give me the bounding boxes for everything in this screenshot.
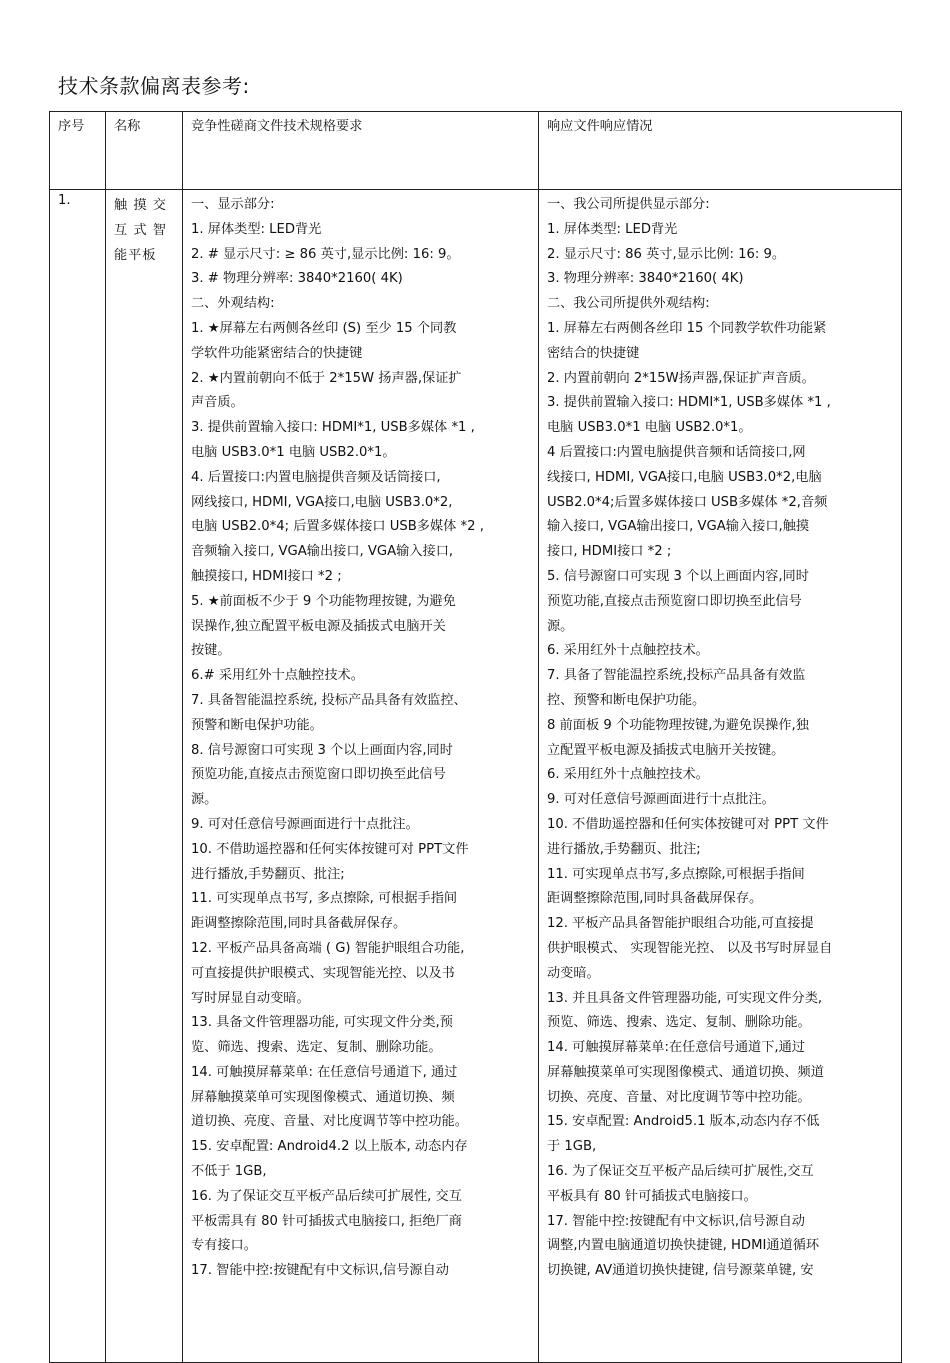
requirement-line: 预警和断电保护功能。 (191, 717, 323, 733)
row-name (106, 190, 183, 1363)
requirement-line: 10. 不借助遥控器和任何实体按键可对 PPT文件 (191, 841, 469, 857)
requirement-line: 音频输入接口, VGA输出接口, VGA输入接口, (191, 544, 454, 560)
page-title: 技术条款偏离表参考: (58, 74, 250, 98)
response-line: 3. 物理分辨率: 3840*2160( 4K) (547, 271, 744, 287)
requirement-line: 网线接口, HDMI, VGA接口,电脑 USB3.0*2, (191, 494, 453, 510)
requirement-line: 按键。 (191, 643, 231, 659)
requirement-line: 道切换、亮度、音量、对比度调节等中控功能。 (191, 1114, 468, 1130)
response-lines (547, 193, 893, 1284)
requirement-line: 5. ★前面板不少于 9 个功能物理按键, 为避免 (191, 593, 456, 609)
response-line: 接口, HDMI接口 *2 ; (547, 544, 672, 560)
response-line: 动变暗。 (547, 965, 600, 981)
product-name-lines (114, 193, 174, 268)
table-header-row (50, 112, 902, 190)
requirement-line: 12. 平板产品具备高端 ( G) 智能护眼组合功能, (191, 940, 465, 956)
requirement-line: 2. # 显示尺寸: ≥ 86 英寸,显示比例: 16: 9。 (191, 246, 460, 262)
response-line: 控、预警和断电保护功能。 (547, 692, 706, 708)
response-line: 于 1GB, (547, 1139, 597, 1155)
response-line: 15. 安卓配置: Android5.1 版本,动态内存不低 (547, 1114, 820, 1130)
response-line: 一、我公司所提供显示部分: (547, 197, 710, 212)
response-line: 屏幕触摸菜单可实现图像模式、通道切换、频道 (547, 1064, 824, 1080)
response-line: 2. 内置前朝向 2*15W扬声器,保证扩声音质。 (547, 370, 815, 386)
requirement-line: 7. 具备智能温控系统, 投标产品具备有效监控、 (191, 692, 467, 708)
requirement-line: 11. 可实现单点书写, 多点擦除, 可根据手指间 (191, 891, 458, 907)
response-line: 16. 为了保证交互平板产品后续可扩展性,交互 (547, 1164, 814, 1180)
response-line: 源。 (547, 618, 574, 634)
requirement-line: 17. 智能中控:按键配有中文标识,信号源自动 (191, 1263, 449, 1279)
requirement-line: 15. 安卓配置: Android4.2 以上版本, 动态内存 (191, 1139, 468, 1155)
response-line: 6. 采用红外十点触控技术。 (547, 767, 709, 783)
response-line: 9. 可对任意信号源画面进行十点批注。 (547, 792, 775, 808)
response-line: 预览、筛选、搜索、选定、复制、删除功能。 (547, 1015, 811, 1031)
requirement-line: 6.# 采用红外十点触控技术。 (191, 668, 364, 684)
response-line: 8 前面板 9 个功能物理按键,为避免误操作,独 (547, 717, 809, 733)
response-line: 3. 提供前置输入接口: HDMI*1, USB多媒体 *1 , (547, 395, 831, 411)
response-line: 密结合的快捷键 (547, 345, 640, 361)
product-name-line: 触 摸 交 (114, 198, 167, 213)
response-line: 1. 屏体类型: LED背光 (547, 221, 678, 237)
requirement-line: 电脑 USB2.0*4; 后置多媒体接口 USB多媒体 *2 , (191, 519, 484, 535)
requirement-cell (183, 190, 539, 1363)
requirement-line: 4. 后置接口:内置电脑提供音频及话筒接口, (191, 469, 441, 485)
response-line: 1. 屏幕左右两侧各丝印 15 个同教学软件功能紧 (547, 320, 827, 336)
requirement-line: 1. ★屏幕左右两侧各丝印 (S) 至少 15 个同教 (191, 320, 457, 336)
response-line: 7. 具备了智能温控系统,投标产品具备有效监 (547, 668, 806, 684)
requirement-line: 3. # 物理分辨率: 3840*2160( 4K) (191, 271, 403, 287)
response-line: 5. 信号源窗口可实现 3 个以上画面内容,同时 (547, 568, 809, 584)
response-line: 输入接口, VGA输出接口, VGA输入接口,触摸 (547, 519, 810, 535)
requirement-line: 触摸接口, HDMI接口 *2 ; (191, 568, 342, 584)
requirement-line: 13. 具备文件管理器功能, 可实现文件分类,预 (191, 1015, 453, 1031)
response-line: 线接口, HDMI, VGA接口,电脑 USB3.0*2,电脑 (547, 469, 822, 485)
requirement-line: 进行播放,手势翻页、批注; (191, 866, 345, 882)
response-line: 2. 显示尺寸: 86 英寸,显示比例: 16: 9。 (547, 246, 786, 262)
table-row (50, 190, 902, 1363)
requirement-line: 学软件功能紧密结合的快捷键 (191, 345, 363, 361)
requirement-line: 电脑 USB3.0*1 电脑 USB2.0*1。 (191, 444, 396, 460)
response-line: 6. 采用红外十点触控技术。 (547, 643, 709, 659)
requirement-line: 2. ★内置前朝向不低于 2*15W 扬声器,保证扩 (191, 370, 462, 386)
response-line: 17. 智能中控:按键配有中文标识,信号源自动 (547, 1213, 805, 1229)
requirement-lines (191, 193, 530, 1284)
response-line: 平板具有 80 针可插拔式电脑接口。 (547, 1188, 757, 1204)
requirement-line: 平板需具有 80 针可插拔式电脑接口, 拒绝厂商 (191, 1213, 462, 1229)
response-line: 13. 并且具备文件管理器功能, 可实现文件分类, (547, 990, 823, 1006)
requirement-line: 屏幕触摸菜单可实现图像模式、通道切换、频 (191, 1089, 455, 1105)
requirement-line: 1. 屏体类型: LED背光 (191, 221, 322, 237)
requirement-line: 声音质。 (191, 395, 244, 411)
response-line: 预览功能,直接点击预览窗口即切换至此信号 (547, 593, 802, 609)
response-cell (539, 190, 902, 1363)
requirement-line: 可直接提供护眼模式、实现智能光控、以及书 (191, 965, 455, 981)
header-index: 序号 (50, 112, 106, 190)
response-line: 11. 可实现单点书写,多点擦除,可根据手指间 (547, 866, 805, 882)
deviation-table (49, 111, 902, 1363)
response-line: 调整,内置电脑通道切换快捷键, HDMI通道循环 (547, 1238, 820, 1254)
requirement-line: 源。 (191, 792, 218, 808)
requirement-line: 14. 可触摸屏幕菜单: 在任意信号通道下, 通过 (191, 1064, 458, 1080)
product-name-line: 能平板 (114, 248, 157, 263)
header-response: 响应文件响应情况 (539, 112, 902, 190)
response-line: 切换、亮度、音量、对比度调节等中控功能。 (547, 1089, 811, 1105)
response-line: 10. 不借助遥控器和任何实体按键可对 PPT 文件 (547, 816, 829, 832)
row-index: 1. (50, 190, 106, 1363)
requirement-line: 专有接口。 (191, 1238, 257, 1254)
requirement-line: 写时屏显自动变暗。 (191, 990, 310, 1006)
requirement-line: 9. 可对任意信号源画面进行十点批注。 (191, 816, 419, 832)
header-name: 名称 (106, 112, 183, 190)
product-name-line: 互 式 智 (114, 223, 167, 238)
requirement-line: 16. 为了保证交互平板产品后续可扩展性, 交互 (191, 1188, 462, 1204)
requirement-line: 8. 信号源窗口可实现 3 个以上画面内容,同时 (191, 742, 453, 758)
response-line: 12. 平板产品具备智能护眼组合功能,可直接提 (547, 916, 814, 932)
requirement-line: 一、显示部分: (191, 197, 275, 212)
requirement-line: 误操作,独立配置平板电源及插拔式电脑开关 (191, 618, 446, 634)
header-requirement: 竞争性磋商文件技术规格要求 (183, 112, 539, 190)
requirement-line: 距调整擦除范围,同时具备截屏保存。 (191, 916, 407, 932)
response-line: 进行播放,手势翻页、批注; (547, 841, 701, 857)
requirement-line: 3. 提供前置输入接口: HDMI*1, USB多媒体 *1 , (191, 420, 475, 436)
response-line: 距调整擦除范围,同时具备截屏保存。 (547, 891, 763, 907)
response-line: 供护眼模式、 实现智能光控、 以及书写时屏显自 (547, 940, 833, 956)
response-line: 二、我公司所提供外观结构: (547, 296, 710, 312)
response-line: 电脑 USB3.0*1 电脑 USB2.0*1。 (547, 420, 752, 436)
response-line: 切换键, AV通道切换快捷键, 信号源菜单键, 安 (547, 1263, 814, 1279)
requirement-line: 二、外观结构: (191, 296, 275, 312)
response-line: 4 后置接口:内置电脑提供音频和话筒接口,网 (547, 444, 806, 460)
requirement-line: 预览功能,直接点击预览窗口即切换至此信号 (191, 767, 446, 783)
requirement-line: 览、筛选、搜索、选定、复制、删除功能。 (191, 1040, 442, 1056)
response-line: 立配置平板电源及插拔式电脑开关按键。 (547, 742, 785, 758)
requirement-line: 不低于 1GB, (191, 1164, 267, 1180)
response-line: 14. 可触摸屏幕菜单:在任意信号通道下,通过 (547, 1040, 805, 1056)
response-line: USB2.0*4;后置多媒体接口 USB多媒体 *2,音频 (547, 494, 828, 510)
